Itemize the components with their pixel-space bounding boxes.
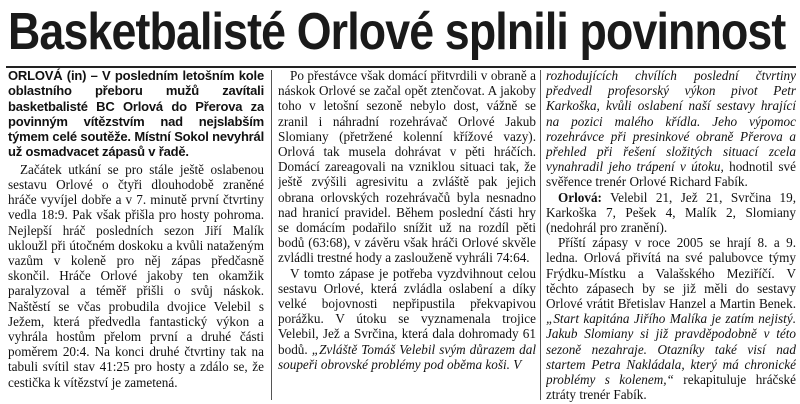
- article-column-1: [8, 68, 264, 404]
- body-paragraph: Začátek utkání se pro stále ještě oslabenou sestavu Orlové o čtyři dlouhodobě zraněné hráče vyvíjel dobře a v 7. minutě první čtvrtiny vedla 18:9. Pak však přišla pro hosty pohroma. Nejlepší hráč posledních sezon Jiří Malík ukloužl při útočném doskoku a kvůli nataženým vazům v koleně pro něj zápas předčasně skončil. Hráče Orlové jakoby ten okamžik paralyzoval a téměř přišli o svůj náskok. Naštěstí se včas probudila dvojice Velebil s Ježem, která předvedla fantastický výkon a vyhrála hostům přelom první a druhé části poměrem 20:4. Na konci druhé čtvrtiny tak na tabuli svítil stav 41:25 pro hosty a zdálo se, že cestička k vítězství je zametená.: [8, 161, 264, 390]
- column-separator: [271, 70, 272, 400]
- column-separator: [540, 70, 541, 400]
- body-paragraph: [278, 266, 536, 372]
- body-text: rekapituluje hráčské ztráty trenér Fabík.: [546, 372, 796, 403]
- coach-quote: „Zvláště Tomáš Velebil svým důrazem dal soupeři obrovské problémy pod oběma koši. V: [278, 341, 536, 372]
- body-paragraph: Po přestávce však domácí přitvrdili v obraně a náskok Orlové se začal opět ztenčovat. A jakoby toho v letošní sezoně nebylo dost, vážně se zranil i náhradní rozehrávač Orlové Jakub Slomiany (přetržené kolenní křížové vazy). Orlová tak musela dohrávat v pěti hráčích. Domácí zareagovali na vzniklou situaci tak, že ještě zvýšili agresivitu a zvláště pak jejich obrana orlovských rozehrávačů byla nesnadno nad hranicí pravidel. Během poslední části hry se domácím podařilo snížit už na rozdíl pěti bodů (63:68), v závěru však hráči Orlové skvěle zvládli trestné hody a zaslouženě vyhráli 74:64.: [278, 68, 536, 266]
- article-headline: Basketbalisté Orlové splnili povinnost: [8, 3, 786, 61]
- body-paragraph: [546, 68, 796, 190]
- lineup-text: Velebil 21, Jež 21, Svrčina 19, Karkoška 7, Pešek 4, Malík 2, Slomiany (nedohrál pro zranění).: [546, 189, 796, 236]
- lineup-label: Orlová:: [558, 189, 602, 205]
- article-lead: ORLOVÁ (in) – V posledním letošním kole oblastního přeboru mužů zavítali basketbalisté BC Orlová do Přerova za povinným vítězstvím nad nejslabším týmem celé soutěže. Místní Sokol nevyhrál už osmadvacet zápasů v řadě.: [8, 68, 264, 160]
- body-text: Příští zápasy v roce 2005 se hrají 8. a 9. ledna. Orlová přivítá na své palubovce týmy Frýdku-Místku a Valašského Meziříčí. V těchto zápasech by se již měli do sestavy Orlové vrátit Břetislav Hanzel a Martin Benek.: [546, 235, 796, 312]
- body-paragraph: [546, 235, 796, 402]
- article-column-3: [546, 68, 796, 404]
- body-text: hodnotil své svěřence trenér Orlové Richard Fabík.: [546, 159, 796, 190]
- coach-quote: „Start kapitána Jiřího Malíka je zatím nejistý. Jakub Slomiany si již pravděpodobně v této sezoně nezahraje. Otazníky také visí nad startem Petra Nakládala, který má chronické problémy s kolenem,“: [546, 311, 796, 388]
- body-text: V tomto zápase je potřeba vyzdvihnout celou sestavu Orlové, která zvládla oslabení a díky velké bojovnosti nepřipustila překvapivou porážku. V útoku se vyznamenala trojice Velebil, Jež a Svrčina, která dala dohromady 61 bodů.: [278, 265, 536, 357]
- lineup-paragraph: [546, 190, 796, 236]
- coach-quote: rozhodujících chvílích poslední čtvrtiny předvedl profesorský výkon pivot Petr Karkoška, kvůli oslabení naší sestavy hrající na pozici malého křídla. Jeho výpomoc rozehrávce při presinkové obraně Přerova a přehled při řešení složitých situací zcela vynahradil jeho trápení v útoku,: [546, 68, 796, 175]
- article-column-2: [278, 68, 536, 404]
